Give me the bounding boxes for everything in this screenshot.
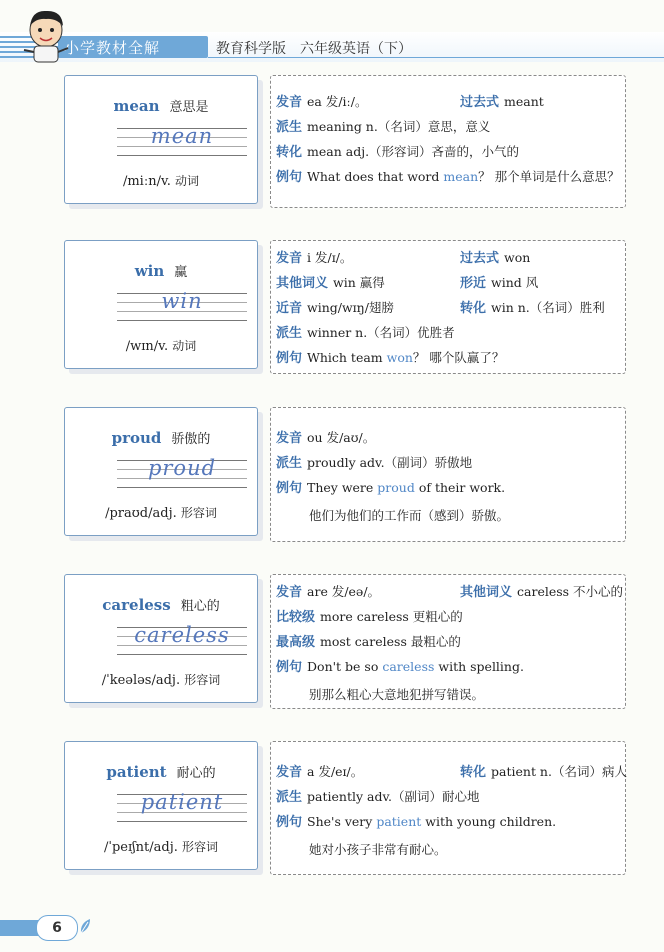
row-label: 发音 bbox=[276, 95, 303, 110]
row-label: 发音 bbox=[276, 251, 303, 266]
card-head bbox=[65, 96, 257, 115]
row-label: 转化 bbox=[460, 765, 487, 780]
info-row bbox=[276, 455, 472, 472]
row-label: 形近 bbox=[460, 276, 487, 291]
phonetic: /wɪn/v. bbox=[125, 339, 169, 354]
row-text: meant bbox=[504, 94, 544, 109]
row-label: 派生 bbox=[276, 326, 303, 341]
info-box-win bbox=[270, 240, 626, 374]
card-head bbox=[65, 428, 257, 447]
example-text: What does that word bbox=[307, 169, 444, 184]
handwriting-sample: patient bbox=[140, 790, 224, 814]
handwriting-sample: careless bbox=[134, 623, 230, 647]
phonetic: /miːn/v. bbox=[122, 174, 171, 189]
row-label: 发音 bbox=[276, 585, 303, 600]
row-text: patiently adv.（副词）耐心地 bbox=[307, 789, 480, 804]
info-row bbox=[460, 250, 530, 267]
phonetic: /praʊd/adj. bbox=[105, 506, 177, 521]
row-text: careless 不小心的 bbox=[517, 584, 624, 599]
row-text: win n.（名词）胜利 bbox=[491, 300, 605, 315]
row-label: 例句 bbox=[276, 660, 303, 675]
row-label: 近音 bbox=[276, 301, 303, 316]
example-text: Don't be so bbox=[307, 659, 383, 674]
info-box-careless bbox=[270, 574, 626, 709]
card-head bbox=[65, 595, 257, 614]
highlight-word: mean bbox=[443, 169, 479, 184]
row-text: winner n.（名词）优胜者 bbox=[307, 325, 455, 340]
info-box-mean bbox=[270, 75, 626, 208]
row-text: wind 风 bbox=[491, 275, 539, 290]
info-row bbox=[276, 250, 352, 267]
row-text: a 发/eɪ/。 bbox=[307, 764, 364, 779]
highlight-word: won bbox=[386, 350, 413, 365]
headword: careless bbox=[102, 596, 171, 614]
row-text: won bbox=[504, 250, 531, 265]
handwriting-sample: proud bbox=[147, 456, 217, 480]
highlight-word: patient bbox=[376, 814, 422, 829]
row-text: most careless 最粗心的 bbox=[320, 634, 461, 649]
row-label: 转化 bbox=[276, 145, 303, 160]
row-label: 例句 bbox=[276, 170, 303, 185]
row-text: are 发/eə/。 bbox=[307, 584, 381, 599]
phonetic-line bbox=[65, 337, 257, 354]
page-number: 6 bbox=[36, 915, 78, 941]
headword-meaning: 赢 bbox=[174, 265, 188, 280]
info-row bbox=[460, 764, 627, 781]
row-text: wing/wɪŋ/翅膀 bbox=[307, 300, 394, 315]
example-tail: ？ 哪个队赢了？ bbox=[412, 350, 505, 365]
example-row bbox=[276, 169, 620, 186]
example-text: She's very bbox=[307, 814, 377, 829]
word-card-mean bbox=[64, 75, 258, 204]
handwriting-sample: win bbox=[161, 289, 203, 313]
row-label: 派生 bbox=[276, 456, 303, 471]
info-row bbox=[276, 609, 463, 626]
headword: patient bbox=[106, 763, 167, 781]
word-card-win bbox=[64, 240, 258, 369]
row-text: win 赢得 bbox=[333, 275, 385, 290]
info-row bbox=[276, 119, 490, 136]
row-label: 其他词义 bbox=[460, 585, 513, 600]
word-card-careless bbox=[64, 574, 258, 703]
example-translation: 他们为他们的工作而（感到）骄傲。 bbox=[309, 508, 510, 523]
info-row bbox=[276, 789, 480, 806]
info-row bbox=[276, 300, 394, 317]
info-row bbox=[460, 94, 544, 111]
info-row bbox=[276, 94, 367, 111]
phonetic-line bbox=[65, 671, 257, 688]
example-tail: ？ 那个单词是什么意思？ bbox=[478, 169, 620, 184]
headword: proud bbox=[111, 429, 162, 447]
phonetic-line bbox=[65, 838, 257, 855]
example-tail: of their work. bbox=[414, 480, 506, 495]
example-text: They were bbox=[307, 480, 378, 495]
info-row bbox=[460, 300, 605, 317]
row-text: more careless 更粗心的 bbox=[320, 609, 463, 624]
info-row bbox=[276, 325, 455, 342]
phonetic: /ˈpeɪʃnt/adj. bbox=[103, 840, 178, 855]
info-row bbox=[276, 430, 375, 447]
row-label: 例句 bbox=[276, 481, 303, 496]
row-label: 派生 bbox=[276, 120, 303, 135]
handwriting-sample: mean bbox=[150, 124, 214, 148]
highlight-word: proud bbox=[377, 480, 415, 495]
row-label: 例句 bbox=[276, 815, 303, 830]
word-card-patient bbox=[64, 741, 258, 870]
info-row bbox=[460, 275, 538, 292]
row-label: 发音 bbox=[276, 765, 303, 780]
row-text: ea 发/iː/。 bbox=[307, 94, 368, 109]
row-text: i 发/ɪ/。 bbox=[307, 250, 353, 265]
phonetic-line bbox=[65, 504, 257, 521]
row-text: mean adj.（形容词）吝啬的，小气的 bbox=[307, 144, 520, 159]
row-label: 比较级 bbox=[276, 610, 316, 625]
part-of-speech: 形容词 bbox=[182, 840, 219, 854]
example-row bbox=[276, 659, 524, 676]
row-label: 最高级 bbox=[276, 635, 316, 650]
headword-meaning: 粗心的 bbox=[180, 599, 220, 614]
example-tail: with young children. bbox=[421, 814, 557, 829]
headword: win bbox=[134, 262, 165, 280]
highlight-word: careless bbox=[382, 659, 435, 674]
phonetic: /ˈkeələs/adj. bbox=[101, 673, 181, 688]
part-of-speech: 形容词 bbox=[184, 673, 221, 687]
info-row bbox=[460, 584, 623, 601]
card-head bbox=[65, 762, 257, 781]
example-row bbox=[276, 480, 505, 497]
example-row bbox=[276, 814, 556, 831]
info-row bbox=[276, 634, 461, 651]
row-text: ou 发/aʊ/。 bbox=[307, 430, 376, 445]
card-head bbox=[65, 261, 257, 280]
row-label: 转化 bbox=[460, 301, 487, 316]
row-label: 派生 bbox=[276, 790, 303, 805]
headword-meaning: 意思是 bbox=[169, 100, 209, 115]
row-text: proudly adv.（副词）骄傲地 bbox=[307, 455, 473, 470]
word-card-proud bbox=[64, 407, 258, 536]
info-box-proud bbox=[270, 407, 626, 542]
info-row bbox=[276, 764, 363, 781]
row-label: 发音 bbox=[276, 431, 303, 446]
row-label: 过去式 bbox=[460, 95, 500, 110]
row-label: 例句 bbox=[276, 351, 303, 366]
series-title: 小学教材全解 bbox=[64, 39, 161, 57]
boy-mascot-icon bbox=[16, 6, 76, 64]
info-row bbox=[276, 584, 380, 601]
book-subtitle: 教育科学版 六年级英语（下） bbox=[216, 41, 412, 57]
row-text: meaning n.（名词）意思，意义 bbox=[307, 119, 491, 134]
part-of-speech: 动词 bbox=[172, 339, 197, 353]
example-translation: 别那么粗心大意地犯拼写错误。 bbox=[309, 687, 485, 702]
headword-meaning: 骄傲的 bbox=[171, 432, 211, 447]
example-row bbox=[276, 350, 504, 367]
row-text: patient n.（名词）病人 bbox=[491, 764, 627, 779]
example-translation: 她对小孩子非常有耐心。 bbox=[309, 842, 447, 857]
info-row bbox=[276, 144, 519, 161]
part-of-speech: 动词 bbox=[175, 174, 200, 188]
series-title-bar bbox=[58, 36, 208, 58]
phonetic-line bbox=[65, 172, 257, 189]
header-rule bbox=[208, 57, 664, 58]
row-label: 其他词义 bbox=[276, 276, 329, 291]
headword-meaning: 耐心的 bbox=[176, 766, 216, 781]
row-label: 过去式 bbox=[460, 251, 500, 266]
info-row bbox=[276, 275, 385, 292]
example-text: Which team bbox=[307, 350, 387, 365]
example-tail: with spelling. bbox=[434, 659, 524, 674]
headword: mean bbox=[113, 97, 160, 115]
info-box-patient bbox=[270, 741, 626, 875]
part-of-speech: 形容词 bbox=[180, 506, 217, 520]
leaf-icon bbox=[78, 917, 92, 935]
